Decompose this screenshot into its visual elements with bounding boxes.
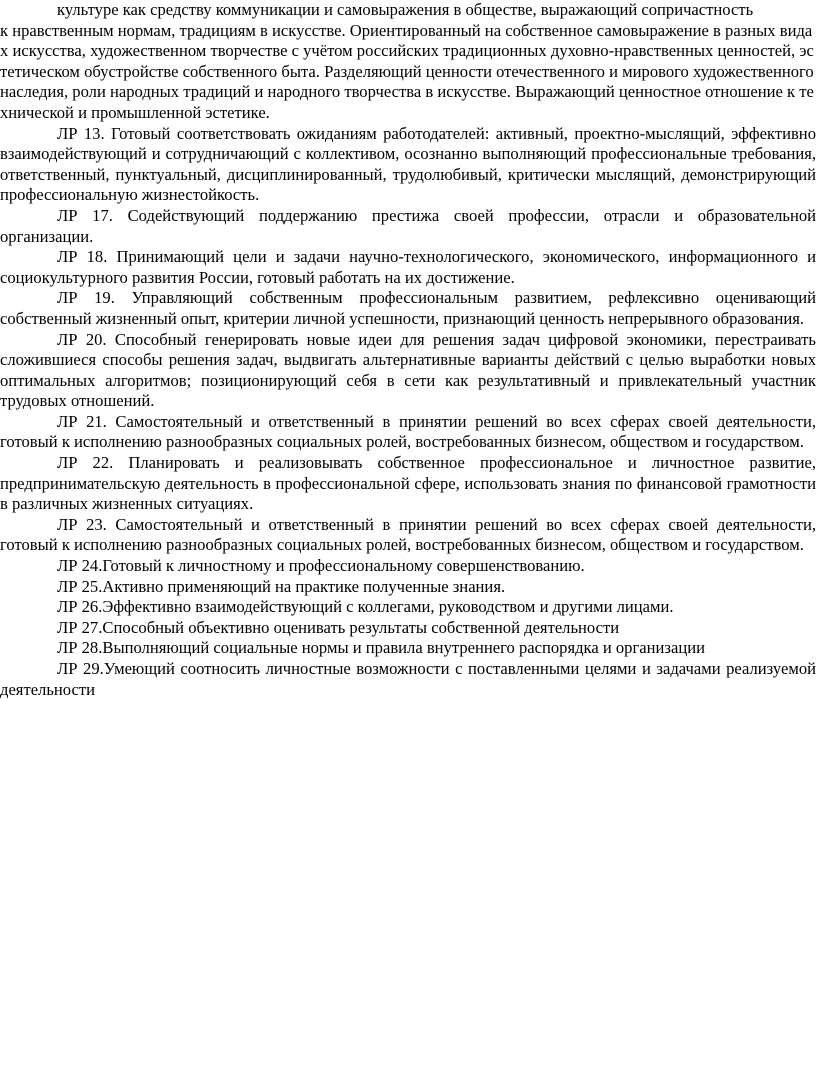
- lr-29-paragraph: ЛР 29.Умеющий соотносить личностные возможности с поставленными целями и задачами реализуемой деятельности: [0, 659, 816, 699]
- lr-19-paragraph: ЛР 19. Управляющий собственным профессиональным развитием, рефлексивно оценивающий собственный жизненный опыт, критерии личной успешности, признающий ценность непрерывного образования.: [0, 288, 816, 328]
- lr-18-paragraph: ЛР 18. Принимающий цели и задачи научно-технологического, экономического, информационного и социокультурного развития России, готовый работать на их достижение.: [0, 247, 816, 287]
- lr-23-paragraph: ЛР 23. Самостоятельный и ответственный в принятии решений во всех сферах своей деятельности, готовый к исполнению разнообразных социальных ролей, востребованных бизнесом, обществом и государством.: [0, 514, 816, 555]
- lr-24-paragraph: ЛР 24.Готовый к личностному и профессиональному совершенствованию.: [57, 556, 585, 576]
- lr-26-paragraph: ЛР 26.Эффективно взаимодействующий с коллегами, руководством и другими лицами.: [57, 597, 674, 617]
- lr-28-paragraph: ЛР 28.Выполняющий социальные нормы и правила внутреннего распорядка и организации: [57, 638, 705, 658]
- lr-13-paragraph: ЛР 13. Готовый соответствовать ожиданиям работодателей: активный, проектно-мыслящий, эффективно взаимодействующий и сотрудничающий с коллективом, осознанно выполняющий профессиональные требования, ответственный, пунктуальный, дисциплинированный, трудолюбивый, критически мыслящий, демонстрирующий профессиональную жизнестойкость.: [0, 123, 816, 205]
- lr-25-paragraph: ЛР 25.Активно применяющий на практике полученные знания.: [57, 576, 506, 596]
- lr-22-paragraph: ЛР 22. Планировать и реализовывать собственное профессиональное и личностное развитие, предпринимательскую деятельность в профессиональной сфере, использовать знания по финансовой грамотности в различных жизненных ситуациях.: [0, 453, 816, 514]
- intro-paragraph: культуре как средству коммуникации и самовыражения в обществе, выражающий сопричастность: [57, 0, 754, 19]
- lr-17-paragraph: ЛР 17. Содействующий поддержанию престижа своей профессии, отрасли и образовательной организации.: [0, 205, 816, 246]
- intro-continuation-paragraph: к нравственным нормам, традициям в искусстве. Ориентированный на собственное самовыражение в разных видах искусства, художественном творчестве с учётом российских традиционных духовно-нравственных ценностей, эстетическом обустройстве собственного быта. Разделяющий ценности отечественного и мирового художественного наследия, роли народных традиций и народного творчества в искусстве. Выражающий ценностное отношение к технической и промышленной эстетике.: [0, 20, 814, 122]
- lr-20-paragraph: ЛР 20. Способный генерировать новые идеи для решения задач цифровой экономики, перестраивать сложившиеся способы решения задач, выдвигать альтернативные варианты действий с целью выработки новых оптимальных алгоритмов; позиционирующий себя в сети как результативный и привлекательный участник трудовых отношений.: [0, 329, 816, 411]
- lr-27-paragraph: ЛР 27.Способный объективно оценивать результаты собственной деятельности: [57, 617, 620, 637]
- lr-21-paragraph: ЛР 21. Самостоятельный и ответственный в принятии решений во всех сферах своей деятельности, готовый к исполнению разнообразных социальных ролей, востребованных бизнесом, обществом и государством.: [0, 411, 816, 452]
